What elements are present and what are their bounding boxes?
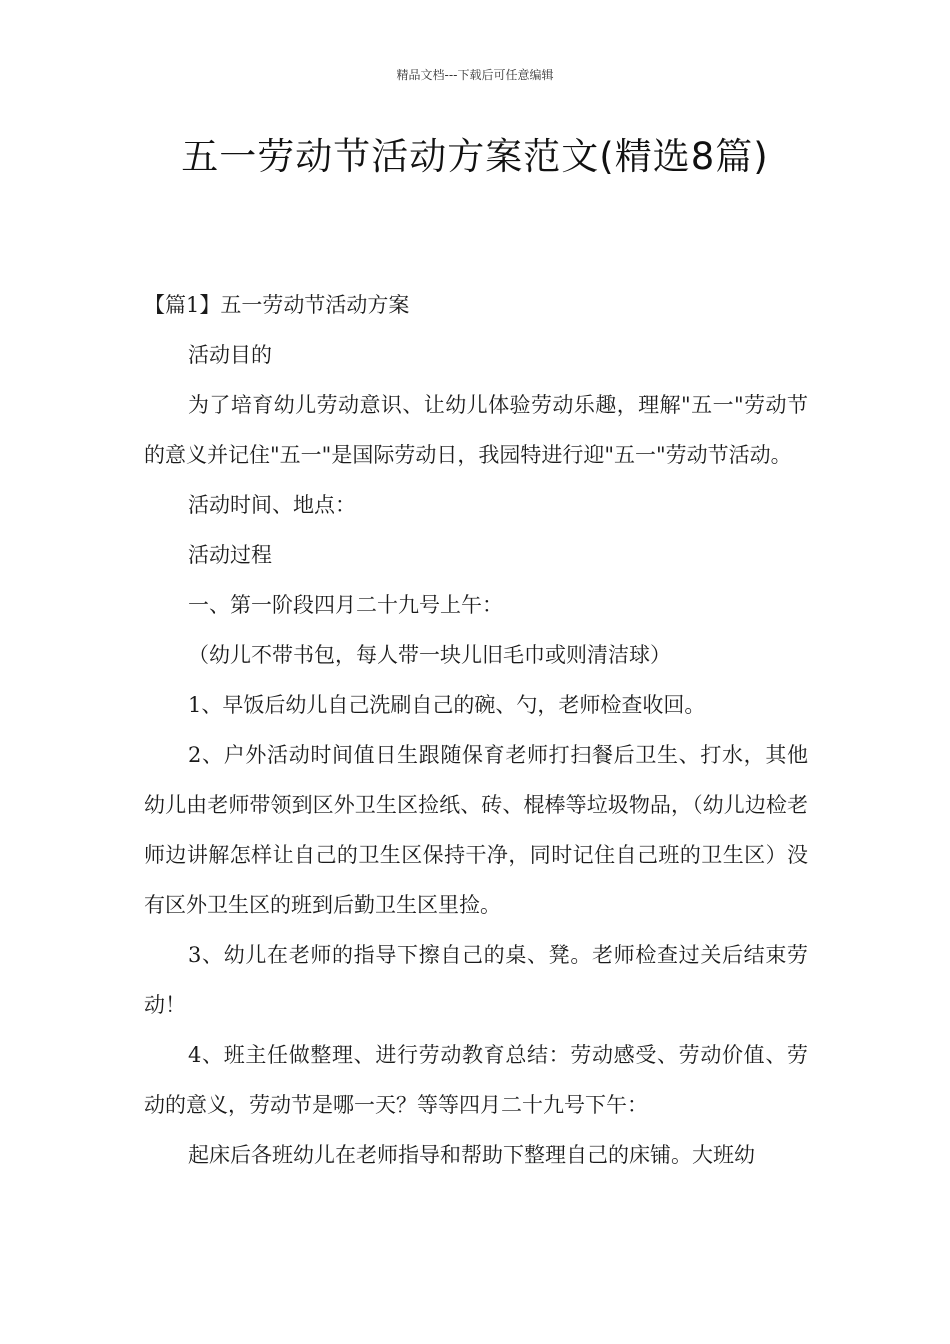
paragraph-item-3: 3、幼儿在老师的指导下擦自己的桌、凳。老师检查过关后结束劳动！ — [144, 943, 808, 1017]
paragraph-stage-one: 一、第一阶段四月二十九号上午： — [188, 593, 503, 617]
paragraph-item-2: 2、户外活动时间值日生跟随保育老师打扫餐后卫生、打水，其他幼儿由老师带领到区外卫生区捡纸、砖、棍棒等垃圾物品，（幼儿边检老师边讲解怎样让自己的卫生区保持干净，同时记住自己班的卫生区）没有区外卫生区的班到后勤卫生区里捡。 — [144, 743, 808, 917]
document-body — [144, 280, 808, 1180]
paragraph-activity-purpose: 为了培育幼儿劳动意识、让幼儿体验劳动乐趣，理解"五一"劳动节的意义并记住"五一"是国际劳动日，我园特进行迎"五一"劳动节活动。 — [144, 393, 808, 467]
paragraph-item-4: 4、班主任做整理、进行劳动教育总结：劳动感受、劳动价值、劳动的意义，劳动节是哪一天？等等四月二十九号下午： — [144, 1043, 808, 1117]
paragraph-note: （幼儿不带书包，每人带一块儿旧毛巾或则清洁球） — [188, 643, 671, 667]
paragraph-activity-purpose-heading: 活动目的 — [188, 343, 272, 367]
paragraph-process-heading: 活动过程 — [188, 543, 272, 567]
paragraph-afternoon: 起床后各班幼儿在老师指导和帮助下整理自己的床铺。大班幼 — [188, 1143, 755, 1167]
document-title: 五一劳动节活动方案范文(精选8篇) — [181, 135, 769, 178]
section-heading: 【篇1】五一劳动节活动方案 — [144, 293, 410, 317]
paragraph-time-place-heading: 活动时间、地点： — [188, 493, 356, 517]
paragraph-item-1: 1、早饭后幼儿自己洗刷自己的碗、勺，老师检查收回。 — [188, 693, 706, 717]
header-note: 精品文档---下载后可任意编辑 — [396, 68, 554, 82]
